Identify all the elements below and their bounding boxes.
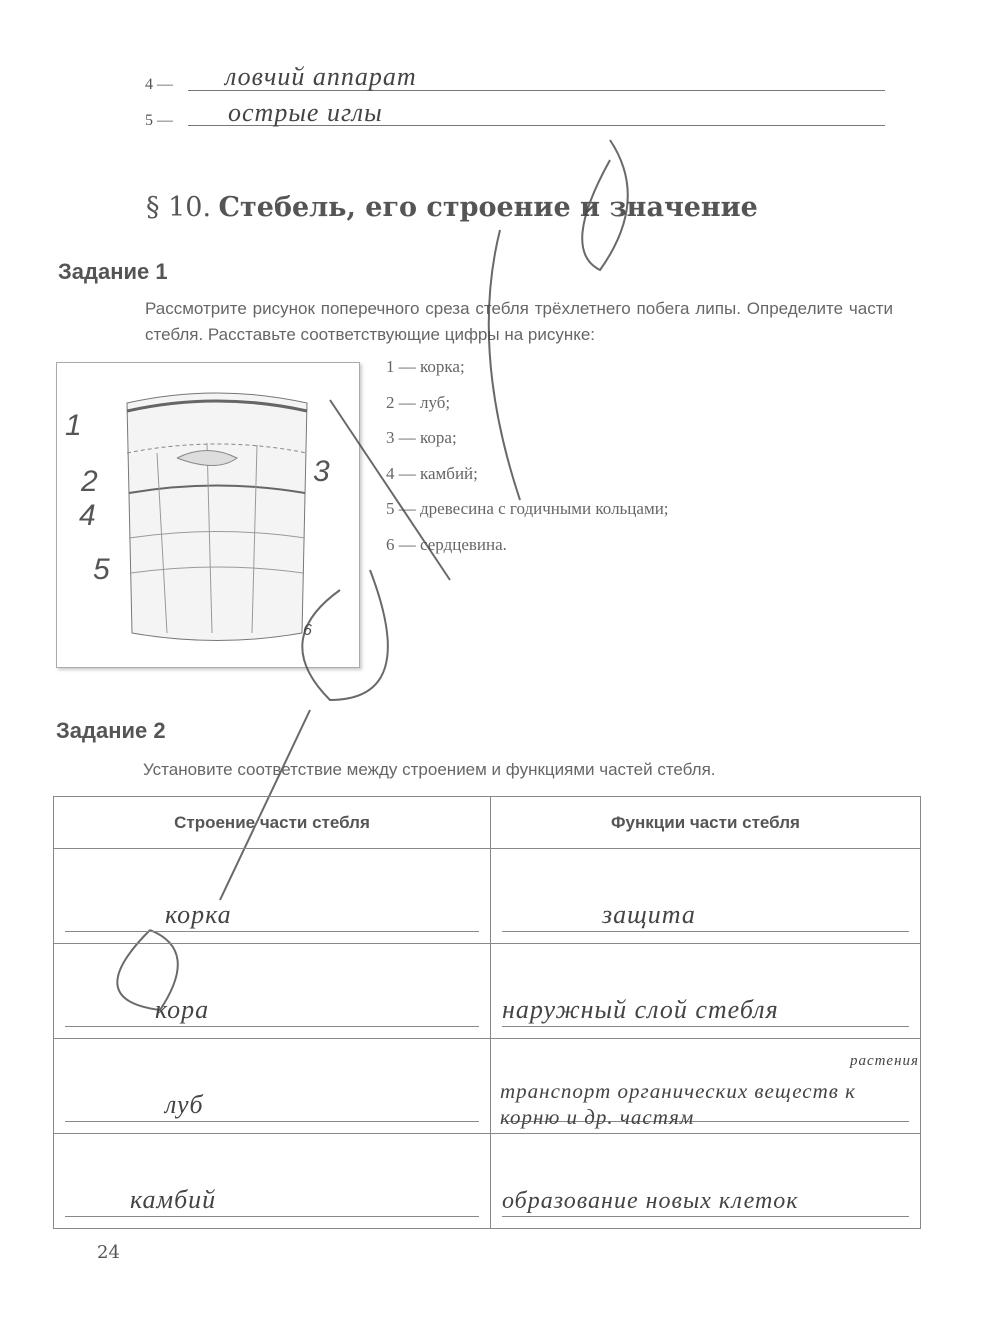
figure-label: 6: [303, 622, 312, 639]
function-answer: защита: [602, 900, 696, 929]
figure-label: 2: [81, 465, 98, 498]
legend-item: 5 — древесина с годичными кольцами;: [386, 499, 669, 518]
page-number: 24: [97, 1242, 120, 1263]
function-answer: образование новых клеток: [502, 1188, 799, 1214]
structure-answer: луб: [165, 1090, 204, 1119]
answer-number: 5 —: [145, 112, 173, 129]
task1-heading: Задание 1: [58, 259, 168, 284]
handwritten-answer: ловчий аппарат: [225, 62, 417, 91]
structure-answer: корка: [165, 900, 232, 929]
task1-instruction: Рассмотрите рисунок поперечного среза стебля трёхлетнего побега липы. Определите части стебля. Расставьте соответствующие цифры на рисунке:: [145, 299, 893, 344]
function-answer: наружный слой стебля: [502, 995, 779, 1024]
table-row: [54, 944, 921, 1039]
figure-label: 5: [93, 553, 110, 586]
structure-answer: камбий: [130, 1185, 217, 1214]
legend-item: 2 — луб;: [386, 392, 451, 412]
figure-label: 1: [65, 409, 82, 442]
column-header: Строение части стебля: [54, 797, 491, 849]
handwritten-answer: острые иглы: [228, 98, 383, 127]
section-number: § 10.: [146, 192, 212, 223]
table-row: [54, 849, 921, 944]
figure-label: 3: [313, 455, 330, 488]
table-row: [54, 1134, 921, 1229]
task2-heading: Задание 2: [56, 718, 166, 743]
figure-label: 4: [79, 499, 96, 532]
structure-answer: кора: [155, 995, 210, 1024]
legend-item: 1 — корка;: [386, 357, 465, 376]
section-heading: Стебель, его строение и значение: [218, 192, 758, 223]
column-header: Функции части стебля: [491, 797, 921, 849]
table-row: [54, 1039, 921, 1134]
task2-instruction: Установите соответствие между строением и функциями частей стебля.: [143, 760, 716, 779]
legend-item: 4 — камбий;: [386, 463, 478, 483]
structure-function-table: [53, 796, 921, 1229]
function-answer-note: растения: [849, 1053, 919, 1069]
answer-number: 4 —: [145, 76, 173, 93]
function-answer: транспорт органических веществ к корню и др. частям: [500, 1079, 856, 1129]
legend-item: 6 — сердцевина.: [386, 534, 507, 554]
legend-item: 3 — кора;: [386, 428, 457, 447]
